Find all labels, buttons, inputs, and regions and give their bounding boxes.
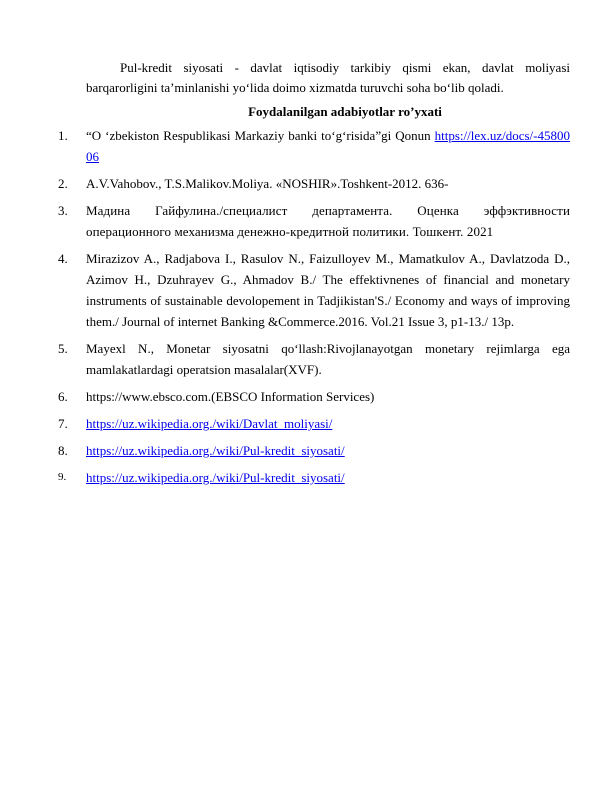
reference-text — [86, 440, 570, 461]
reference-number: 5. — [58, 341, 68, 356]
reference-number: 3. — [58, 203, 68, 218]
reference-item — [0, 338, 612, 380]
reference-item — [0, 200, 612, 242]
reference-item — [0, 248, 612, 332]
reference-number: 6. — [58, 389, 68, 404]
references-heading: Foydalanilgan adabiyotlar ro’yxati — [248, 104, 442, 119]
reference-number: 8. — [58, 443, 68, 458]
reference-item — [0, 413, 612, 434]
reference-link[interactable]: https://lex.uz/docs/-4580006 — [86, 128, 570, 164]
reference-text: A.V.Vahobov., T.S.Malikov.Moliya. «NOSHIR».Toshkent-2012. 636- — [86, 176, 449, 191]
reference-number: 7. — [58, 416, 68, 431]
reference-item — [0, 467, 612, 488]
reference-item — [0, 173, 612, 194]
reference-text — [86, 125, 570, 167]
reference-link[interactable]: https://uz.wikipedia.org./wiki/Davlat_moliyasi/ — [86, 416, 333, 431]
reference-number: 9. — [58, 471, 67, 483]
reference-text — [86, 413, 570, 434]
reference-item — [0, 386, 612, 407]
reference-text — [86, 467, 570, 488]
reference-number: 1. — [58, 128, 68, 143]
reference-text: https://www.ebsco.com.(EBSCO Information Services) — [86, 389, 375, 404]
reference-title: “O ‘zbekiston Respublikasi Markaziy banki to‘g‘risida”gi Qonun — [86, 128, 435, 143]
intro-paragraph: Pul-kredit siyosati - davlat iqtisodiy tarkibiy qismi ekan, davlat moliyasi barqarorligini ta’minlanishi yo‘lida doimo xizmatda turuvchi soha bo‘lib qoladi. — [86, 60, 570, 95]
references-list — [0, 125, 612, 494]
reference-text: Мадина Гайфулина./специалист департамента. Оценка эффэктивности операционного механизма денежно-кредитной политики. Тошкент. 2021 — [86, 203, 570, 239]
reference-text: Mirazizov A., Radjabova I., Rasulov N., Faizulloyev M., Mamatkulov A., Davlatzoda D., Azimov H., Dzuhrayev G., Ahmadov B./ The effektivnenes of financial and monetary instruments of sustainable devolopement in Tadjikistan'S./ Economy and ways of improving them./ Journal of internet Banking &Commerce.2016. Vol.21 Issue 3, p1-13./ 13p. — [86, 251, 570, 329]
reference-text: Mayexl N., Monetar siyosatni qo‘llash:Rivojlanayotgan monetary rejimlarga ega mamlakatlardagi operatsion masalalar(XVF). — [86, 341, 570, 377]
reference-item — [0, 125, 612, 167]
reference-number: 2. — [58, 176, 68, 191]
reference-item — [0, 440, 612, 461]
reference-link[interactable]: https://uz.wikipedia.org./wiki/Pul-kredit_siyosati/ — [86, 470, 345, 485]
reference-number: 4. — [58, 251, 68, 266]
reference-link[interactable]: https://uz.wikipedia.org./wiki/Pul-kredit_siyosati/ — [86, 443, 345, 458]
